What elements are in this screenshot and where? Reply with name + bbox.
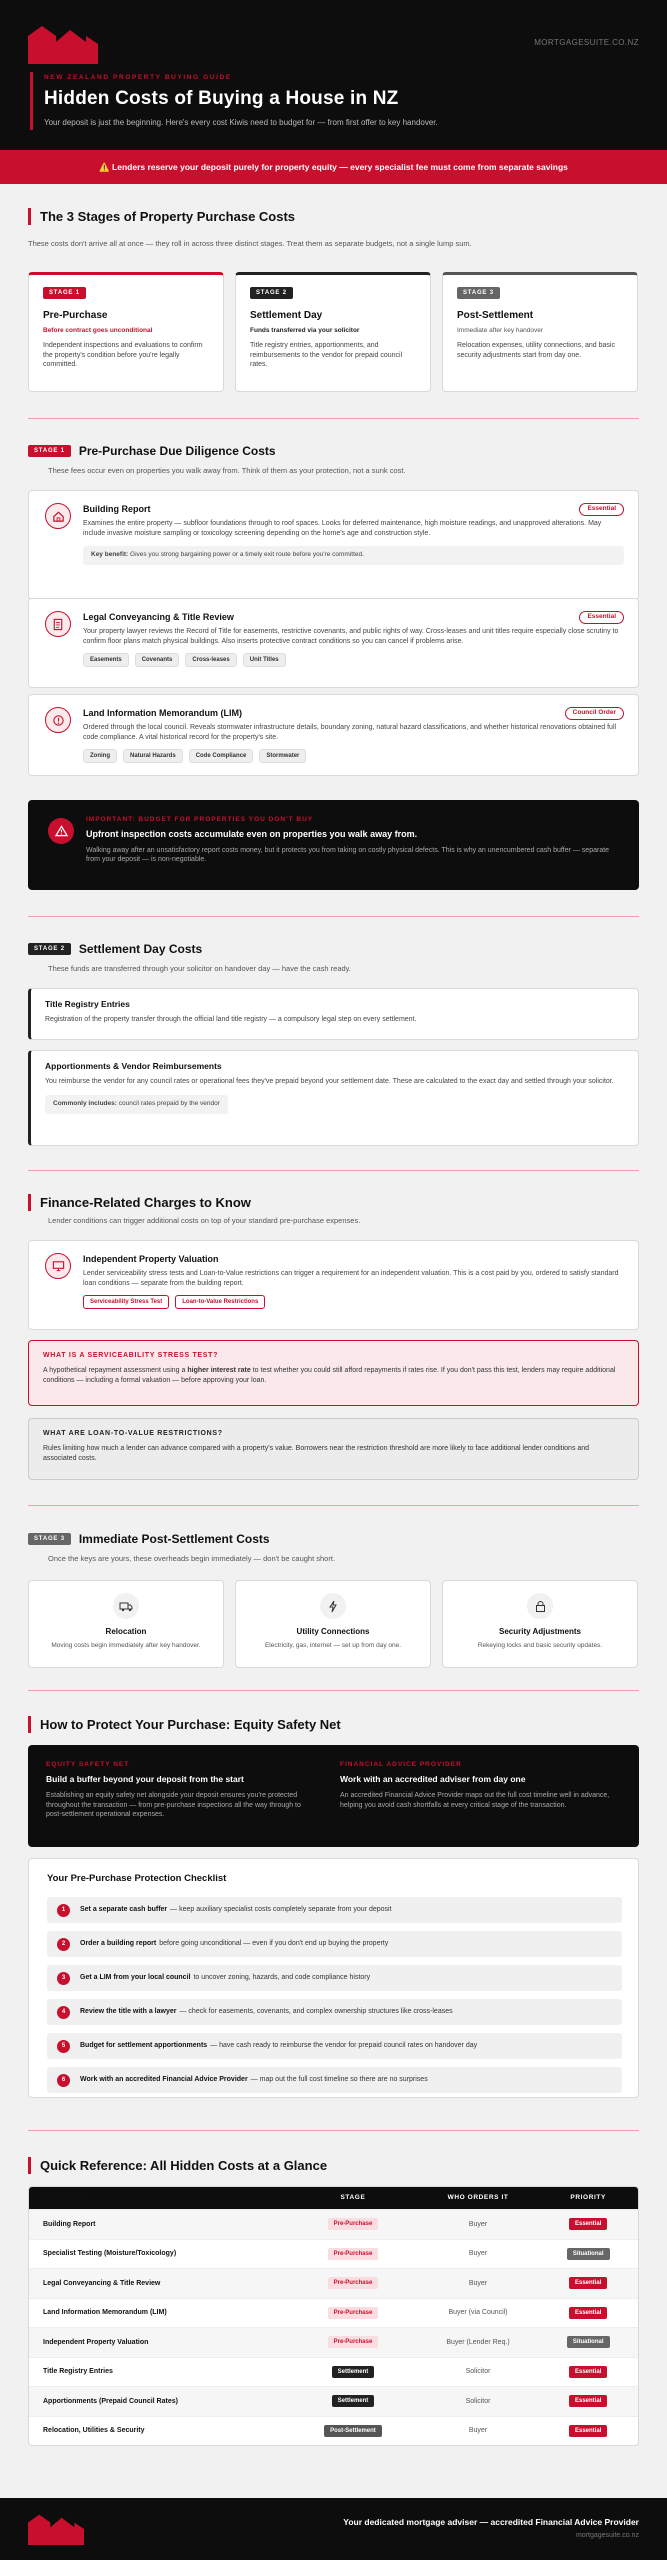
safety-right [340,1761,610,1810]
stage-3-subtitle: Once the keys are yours, these overheads begin immediately — don't be caught short. [48,1554,336,1563]
header-cell: PRIORITY [570,2193,606,2201]
key-benefit-box [83,546,624,565]
safety-left [46,1761,316,1820]
accent-bar [30,72,33,130]
house-icon [45,503,71,529]
cost-item-cell: Land Information Memorandum (LIM) [43,2309,167,2317]
stage-card-title: Pre-Purchase [43,310,108,322]
step-bold: Budget for settlement apportionments [80,2042,208,2050]
section-divider [28,2130,639,2131]
header-cell: WHO ORDERS IT [447,2193,509,2201]
table-row [29,2357,638,2387]
includes-note [45,1095,228,1114]
lvr-box [28,1418,639,1480]
cost-item-cell: Title Registry Entries [43,2368,113,2376]
item-text: Examines the entire property — subfloor foundations through to roof spaces. Looks for deferred maintenance, high moisture readings, and unapproved alterations. May include invasive moisture sampling or toxicology screening depending on the home's age and construction style. [83,520,602,537]
reference-table [28,2186,639,2446]
item-text: Registration of the property transfer through the official land title registry — a compulsory legal step on every settlement. [45,1016,417,1024]
cost-item-cell: Specialist Testing (Moisture/Toxicology) [43,2250,177,2258]
priority-cell [538,2307,638,2319]
who-cell: Buyer (via Council) [448,2309,508,2317]
priority-cell [538,2366,638,2378]
stage-card-post-settlement [442,272,638,392]
item-text: Moving costs begin immediately after key handover. [51,1641,201,1649]
monitor-icon [45,1253,71,1279]
stage-card-highlight: Before contract goes unconditional [43,326,153,334]
stage-badge: Pre-Purchase [328,2277,379,2289]
chip: Unit Titles [243,653,286,667]
stage-badge: Pre-Purchase [328,2248,379,2260]
stage-card-text: Relocation expenses, utility connections, and basic security adjustments start from day one. [457,342,615,359]
stage-card-highlight: Immediate after key handover [457,326,543,334]
header-kicker: NEW ZEALAND PROPERTY BUYING GUIDE [44,74,232,81]
stage-1-subtitle: These fees occur even on properties you walk away from. Think of them as your protection, not a sunk cost. [48,466,406,475]
priority-badge: Essential [569,2277,607,2289]
table-row [29,2298,638,2328]
note-label: Commonly includes: [53,1099,117,1107]
stage-tag: STAGE 1 [28,445,71,457]
stage-card-title: Settlement Day [250,310,323,322]
item-title: Apportionments & Vendor Reimbursements [45,1061,222,1071]
apportionments-card [28,1050,639,1146]
cost-item-cell: Building Report [43,2220,96,2228]
footer-tagline: Your dedicated mortgage adviser — accredited Financial Advice Provider [343,2517,639,2527]
alert-triangle-icon [48,818,74,844]
stage-cell [288,2336,418,2348]
warning-text: Walking away after an unsatisfactory report costs money, but it protects you from taking on costly physical defects. This is why an unencumbered cash buffer — separate from your deposit — is non-negotiable. [86,846,610,864]
section-divider [28,418,639,419]
finance-subtitle: Lender conditions can trigger additional costs on top of your standard pre-purchase expenses. [48,1216,361,1225]
who-cell: Buyer [468,2220,488,2228]
cost-item-cell: Independent Property Valuation [43,2338,149,2346]
table-row [29,2209,638,2239]
key-benefit-text: Gives you strong bargaining power or a timely exit route before you're committed. [130,551,364,559]
cost-item-cell: Apportionments (Prepaid Council Rates) [43,2397,178,2405]
box-text: Rules limiting how much a lender can advance compared with a property's value. Borrowers near the restriction threshold are more likely to face additional lender conditions and associated costs. [43,1445,590,1462]
checklist-item [47,2067,622,2093]
item-text: Ordered through the local council. Reveals stormwater infrastructure details, boundary zoning, natural hazard classifications, and whether historical renovations obtained full code compliance. A vital historical record for the property's site. [83,724,617,741]
priority-badge: Essential [569,2307,607,2319]
chip: Zoning [83,749,117,763]
who-cell: Buyer [468,2427,488,2435]
step-text: before going unconditional — even if you don't end up buying the property [159,1940,389,1948]
step-bold: Set a separate cash buffer [80,1906,168,1914]
page-subtitle: Your deposit is just the beginning. Here's every cost Kiwis need to budget for — from first offer to key handover. [44,118,438,127]
stage-cell [288,2307,418,2319]
stage-card-title: Post-Settlement [457,310,534,322]
chip: Serviceability Stress Test [83,1295,169,1309]
overview-title: The 3 Stages of Property Purchase Costs [28,208,295,226]
stage-cell [288,2366,418,2378]
lock-icon [527,1593,553,1619]
safety-text: Establishing an equity safety net alongside your deposit ensures you're protected throughout the transaction — from pre-purchase inspections all the way through to post-settlement operational expenses. [46,1792,301,1819]
text-bold: higher interest rate [187,1367,251,1375]
chip: Covenants [135,653,180,667]
item-title: Security Adjustments [499,1627,581,1636]
legal-conveyancing-card [28,598,639,688]
header-cell: STAGE [340,2193,366,2201]
stage-tag: STAGE 2 [28,943,71,955]
warning-title: Upfront inspection costs accumulate even on properties you walk away from. [86,828,418,839]
stage-2-title: Settlement Day Costs [78,942,203,956]
priority-cell [538,2277,638,2289]
stage-tag: STAGE 3 [28,1533,71,1545]
checklist-item [47,1897,622,1923]
item-text: You reimburse the vendor for any council rates or operational fees they've prepaid beyond your settlement date. These are calculated to the exact day and settled through your solicitor. [45,1078,614,1086]
box-text [43,1366,624,1385]
truck-icon [113,1593,139,1619]
item-title: Building Report [83,504,151,514]
relocation-card [28,1580,224,1668]
budget-warning-box [28,800,639,890]
priority-cell [538,2248,638,2260]
building-report-card [28,490,639,600]
priority-pill: Essential [579,503,624,516]
stage-cell [288,2248,418,2260]
valuation-card [28,1240,639,1330]
who-cell: Buyer [468,2250,488,2258]
stage-cell [288,2425,418,2437]
key-benefit-label: Key benefit: [91,551,129,559]
deposit-warning-banner [0,150,667,184]
stage-tag: STAGE 1 [43,287,86,299]
reference-title: Quick Reference: All Hidden Costs at a Glance [28,2157,327,2175]
cost-item-cell: Legal Conveyancing & Title Review [43,2279,161,2287]
who-cell: Solicitor [465,2368,491,2376]
checklist-item [47,1999,622,2025]
tag-chips [83,749,624,763]
step-bold: Review the title with a lawyer [80,2008,177,2016]
stage-badge: Pre-Purchase [328,2336,379,2348]
finance-title: Finance-Related Charges to Know [28,1194,251,1212]
stage-1-header [28,443,276,459]
section-divider [28,916,639,917]
priority-badge: Essential [569,2425,607,2437]
stage-badge: Pre-Purchase [328,2218,379,2230]
who-cell: Buyer (Lender Req.) [446,2338,510,2346]
safety-text: An accredited Financial Advice Provider maps out the full cost timeline well in advance, helping you avoid cash shortfalls at every critical stage of the transaction. [340,1792,610,1809]
item-title: Legal Conveyancing & Title Review [83,612,234,622]
priority-badge: Essential [569,2218,607,2230]
chip: Stormwater [259,749,306,763]
priority-pill: Essential [579,611,624,624]
table-body [29,2209,638,2445]
step-number: 3 [57,1972,70,1985]
step-bold: Work with an accredited Financial Advice Provider [80,2076,248,2084]
step-text: — keep auxiliary specialist costs completely separate from your deposit [170,1906,392,1914]
stress-test-box [28,1340,639,1406]
stage-cell [288,2277,418,2289]
cost-item-cell: Relocation, Utilities & Security [43,2427,145,2435]
safety-kicker: FINANCIAL ADVICE PROVIDER [340,1761,462,1768]
stage-card-text: Title registry entries, apportionments, and reimbursements to the vendor for prepaid council rates. [250,342,403,369]
stage-2-subtitle: These funds are transferred through your solicitor on handover day — have the cash ready. [48,964,351,973]
chip: Code Compliance [189,749,254,763]
page-footer [0,2498,667,2560]
page-header [0,0,667,150]
item-title: Land Information Memorandum (LIM) [83,708,242,718]
security-card [442,1580,638,1668]
section-divider [28,1170,639,1171]
priority-badge: Situational [567,2336,610,2348]
info-icon [45,707,71,733]
priority-cell [538,2218,638,2230]
chip: Cross-leases [185,653,236,667]
stage-card-settlement [235,272,431,392]
stage-cell [288,2218,418,2230]
stage-3-header [28,1531,270,1547]
who-cell: Solicitor [465,2397,491,2405]
checklist-item [47,2033,622,2059]
warning-kicker: IMPORTANT: BUDGET FOR PROPERTIES YOU DON'T BUY [86,816,314,823]
warning-icon: ⚠️ [99,162,110,172]
priority-badge: Essential [569,2395,607,2407]
chip: Easements [83,653,129,667]
item-title: Independent Property Valuation [83,1254,219,1264]
table-row [29,2416,638,2446]
item-text: Electricity, gas, internet — set up from day one. [264,1641,402,1649]
page-title: Hidden Costs of Buying a House in NZ [44,88,399,109]
item-title: Utility Connections [296,1627,370,1636]
protect-title: How to Protect Your Purchase: Equity Safety Net [28,1716,341,1734]
footer-url[interactable]: mortgagesuite.co.nz [575,2532,639,2539]
bolt-icon [320,1593,346,1619]
checklist-title: Your Pre-Purchase Protection Checklist [47,1873,227,1884]
step-number: 5 [57,2040,70,2053]
step-number: 2 [57,1938,70,1951]
house-logo-icon[interactable] [28,2512,84,2546]
note-text: council rates prepaid by the vendor [118,1099,220,1107]
step-bold: Order a building report [80,1940,157,1948]
utility-card [235,1580,431,1668]
step-bold: Get a LIM from your local council [80,1974,191,1982]
item-text: Lender serviceability stress tests and Loan-to-Value restrictions can trigger a requirement for an independent valuation. This is a cost paid by you, ordered to satisfy standard loan conditions — separate from the building report. [83,1270,619,1287]
stage-cell [288,2395,418,2407]
checklist-item [47,1965,622,1991]
step-text: — map out the full cost timeline so there are no surprises [250,2076,428,2084]
step-number: 1 [57,1904,70,1917]
priority-cell [538,2395,638,2407]
stage-card-highlight: Funds transferred via your solicitor [250,326,360,334]
house-logo-icon[interactable] [28,24,98,64]
box-title: WHAT ARE LOAN-TO-VALUE RESTRICTIONS? [43,1430,223,1437]
table-row [29,2327,638,2357]
stage-3-title: Immediate Post-Settlement Costs [78,1532,270,1546]
safety-title: Build a buffer beyond your deposit from the start [46,1773,244,1784]
stage-badge: Settlement [332,2395,375,2407]
text-part: A hypothetical repayment assessment using a [43,1367,188,1375]
box-title: WHAT IS A SERVICEABILITY STRESS TEST? [43,1352,219,1359]
stage-card-pre-purchase [28,272,224,392]
item-text: Rekeying locks and basic security updates. [477,1641,603,1649]
banner-text: Lenders reserve your deposit purely for property equity — every specialist fee must come from separate savings [112,162,568,172]
table-row [29,2386,638,2416]
title-registry-card [28,988,639,1040]
header-cell: COST ITEM [43,2193,84,2201]
step-text: to uncover zoning, hazards, and code compliance history [193,1974,371,1982]
stage-2-header [28,941,202,957]
tag-chips [83,1295,624,1309]
overview-subtitle: These costs don't arrive all at once — they roll in across three distinct stages. Treat them as separate budgets, not a single lump sum. [28,239,472,248]
step-text: — have cash ready to reimburse the vendor for prepaid council rates on handover day [210,2042,478,2050]
item-title: Relocation [105,1627,147,1636]
checklist-item [47,1931,622,1957]
safety-title: Work with an accredited adviser from day one [340,1773,526,1784]
stage-badge: Pre-Purchase [328,2307,379,2319]
stage-1-title: Pre-Purchase Due Diligence Costs [78,444,276,458]
item-title: Title Registry Entries [45,999,130,1009]
stage-card-text: Independent inspections and evaluations to confirm the property's condition before you're legally committed. [43,342,203,369]
priority-cell [538,2425,638,2437]
section-divider [28,1505,639,1506]
tag-chips [83,653,624,667]
safety-kicker: EQUITY SAFETY NET [46,1761,130,1768]
stage-tag: STAGE 2 [250,287,293,299]
document-icon [45,611,71,637]
stage-badge: Post-Settlement [324,2425,382,2437]
stage-tag: STAGE 3 [457,287,500,299]
item-text: Your property lawyer reviews the Record of Title for easements, restrictive covenants, and public rights of way. Cross-leases and unit titles require especially close scrutiny to confirm floor plans match physical buildings. Also inserts protective contract conditions so you can cancel if problems arise. [83,628,619,645]
equity-safety-net-box [28,1745,639,1847]
priority-badge: Situational [567,2248,610,2260]
chip: Loan-to-Value Restrictions [175,1295,265,1309]
step-number: 6 [57,2074,70,2087]
table-row [29,2239,638,2269]
table-row [29,2268,638,2298]
step-number: 4 [57,2006,70,2019]
text-part: to test whether you could still afford repayments if rates rise. If you don't pass this test, lenders may require additional conditions — including a formal valuation — before approving your loan. [43,1367,616,1384]
protection-checklist [28,1858,639,2098]
section-divider [28,1690,639,1691]
table-header [29,2187,638,2209]
stage-badge: Settlement [332,2366,375,2378]
priority-pill: Council Order [565,707,624,720]
priority-badge: Essential [569,2366,607,2378]
step-text: — check for easements, covenants, and complex ownership structures like cross-leases [179,2008,453,2016]
priority-cell [538,2336,638,2348]
lim-card [28,694,639,776]
who-cell: Buyer [468,2279,488,2287]
chip: Natural Hazards [123,749,183,763]
site-url[interactable]: MORTGAGESUITE.CO.NZ [534,38,639,47]
